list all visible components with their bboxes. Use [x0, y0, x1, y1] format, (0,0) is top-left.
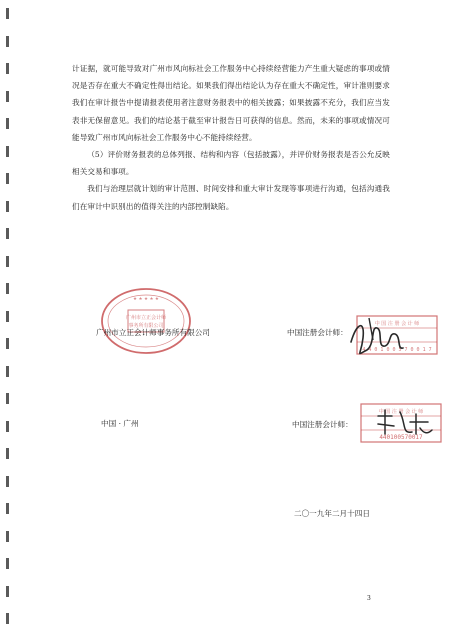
binding-hole-marks — [6, 0, 16, 639]
paragraph-governance-communication: 我们与治理层就计划的审计范围、时间安排和重大审计发现等事项进行沟通，包括沟通我们在审计中识别出的值得关注的内部控制缺陷。 — [72, 184, 390, 211]
binding-mark — [6, 36, 9, 47]
svg-text:中 国 注 册 会 计 师: 中 国 注 册 会 计 师 — [378, 409, 424, 415]
binding-mark — [6, 338, 9, 349]
binding-mark — [6, 421, 9, 432]
binding-mark — [6, 146, 9, 157]
binding-mark — [6, 503, 9, 514]
audit-firm-name: 广州市立正会计师事务所有限公司 — [96, 328, 210, 337]
binding-mark — [6, 448, 9, 459]
binding-mark — [6, 91, 9, 102]
binding-mark — [6, 256, 9, 267]
paragraph-going-concern: 计证据，就可能导致对广州市风向标社会工作服务中心持续经营能力产生重大疑虑的事项或情况是否存在重大不确定性得出结论。如果我们得出结论认为存在重大不确定性，审计准则要求我们在审计报告中提请报表使用者注意财务报表中的相关披露；如果披露不充分，我们应当发表非无保留意见。我们的结论基于截至审计报告日可获得的信息。然而，未来的事项或情况可能导致广州市风向标社会工作服务中心不能持续经营。 — [72, 64, 390, 142]
svg-text:4 4 0 1 0 0 5 7 0 0 1 7: 4 4 0 1 0 0 5 7 0 0 1 7 — [362, 347, 432, 353]
firm-seal-stamp — [100, 286, 192, 356]
svg-text:事务所有限公司: 事务所有限公司 — [128, 323, 164, 329]
issue-city: 中国 · 广州 — [101, 419, 139, 428]
binding-mark — [6, 283, 9, 294]
cpa-seal-2-number: 440100570017 — [379, 434, 423, 441]
binding-mark — [6, 8, 9, 19]
binding-mark — [6, 586, 9, 597]
binding-mark — [6, 531, 9, 542]
paragraph-evaluate-presentation: （5）评价财务报表的总体列报、结构和内容（包括披露），并评价财务报表是否公允反映相关交易和事项。 — [72, 150, 390, 177]
svg-text:广州市立正会计师: 广州市立正会计师 — [125, 315, 167, 321]
binding-mark — [6, 311, 9, 322]
binding-mark — [6, 173, 9, 184]
report-date: 二〇一九年二月十四日 — [294, 509, 370, 518]
page-number: 3 — [367, 595, 371, 602]
cpa-handwritten-signature-2 — [372, 404, 436, 444]
report-body — [72, 60, 390, 215]
cpa-handwritten-signature-1 — [347, 312, 407, 360]
cpa-label-2: 中国注册会计师： — [292, 420, 353, 429]
binding-mark — [6, 393, 9, 404]
binding-mark — [6, 228, 9, 239]
svg-text:中 国 注 册 会 计 师: 中 国 注 册 会 计 师 — [374, 321, 420, 327]
binding-mark — [6, 63, 9, 74]
binding-mark — [6, 118, 9, 129]
binding-mark — [6, 201, 9, 212]
binding-mark — [6, 558, 9, 569]
binding-mark — [6, 613, 9, 624]
binding-mark — [6, 366, 9, 377]
binding-mark — [6, 476, 9, 487]
svg-text:★ ★ ★ ★ ★: ★ ★ ★ ★ ★ — [133, 297, 159, 302]
cpa-label-1: 中国注册会计师： — [287, 328, 348, 337]
